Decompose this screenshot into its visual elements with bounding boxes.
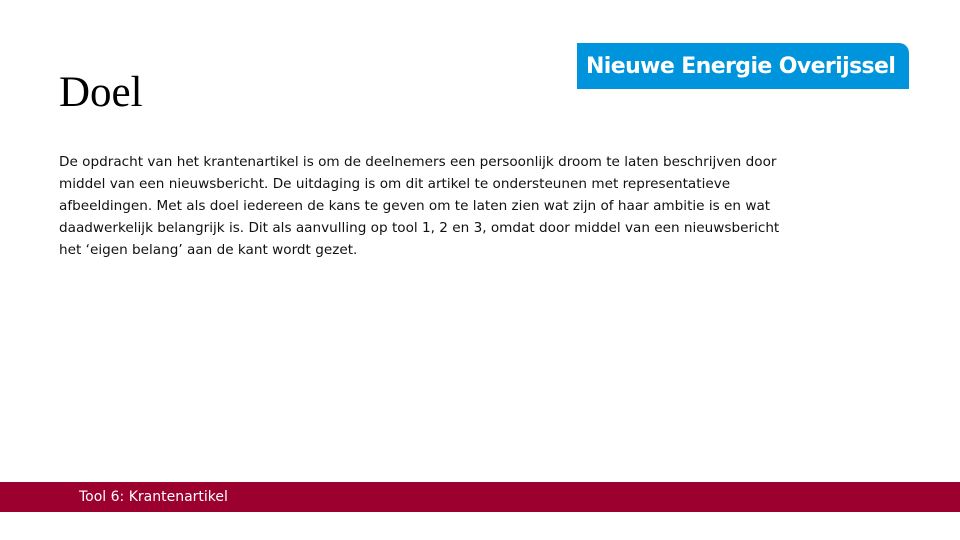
footer-label: Tool 6: Krantenartikel bbox=[79, 489, 228, 505]
logo bbox=[577, 43, 909, 89]
slide-title: Doel bbox=[59, 69, 143, 116]
slide-body-text: De opdracht van het krantenartikel is om de deelnemers een persoonlijk droom te laten beschrijven door middel van een nieuwsbericht. De uitdaging is om dit artikel te ondersteunen met representatieve afbeeldingen. Met als doel iedereen de kans te geven om te laten zien wat zijn of haar ambitie is en wat daadwerkelijk belangrijk is. Dit als aanvulling op tool 1, 2 en 3, omdat door middel van een nieuwsbericht het ‘eigen belang’ aan de kant wordt gezet. bbox=[59, 154, 780, 258]
footer-bar bbox=[0, 482, 960, 512]
logo-text: Nieuwe Energie Overijssel bbox=[586, 53, 896, 79]
